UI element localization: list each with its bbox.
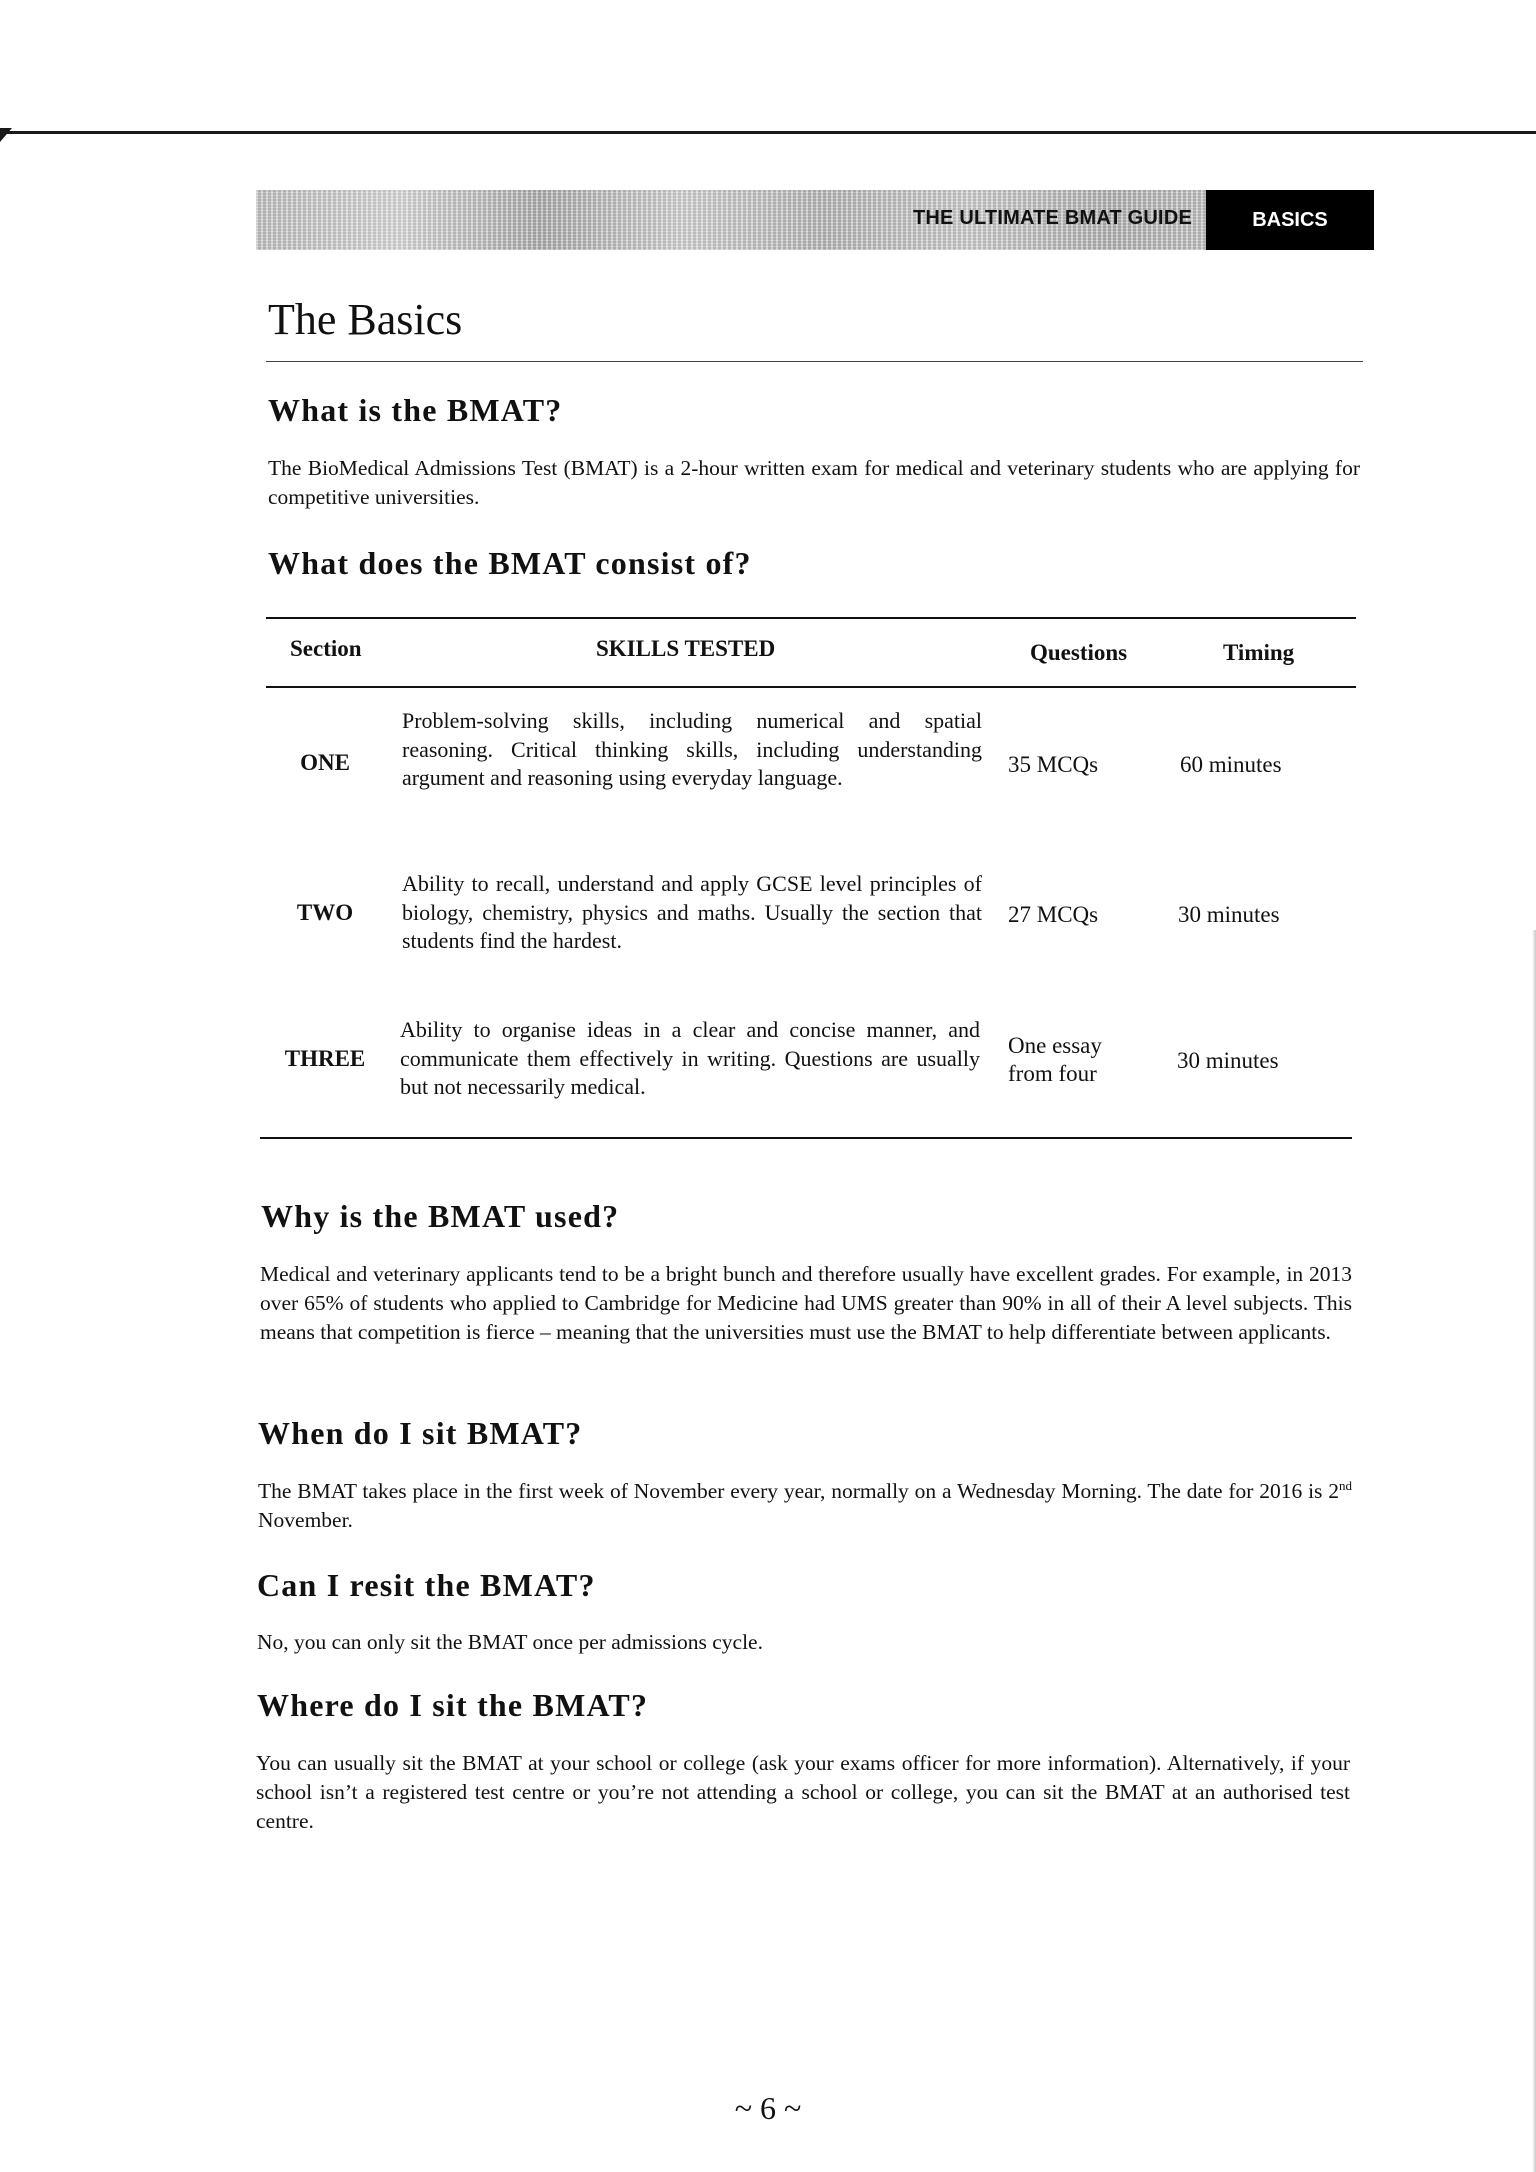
heading-where-sit-bmat: Where do I sit the BMAT?: [257, 1687, 649, 1723]
scan-page-edge: [1532, 930, 1536, 2172]
row-questions: 27 MCQs: [1008, 902, 1099, 927]
row-skills: Ability to recall, understand and apply GCSE level principles of biology, chemistry, physics and maths. Usually the section that students find the hardest.: [402, 871, 982, 953]
paragraph-resit-bmat: No, you can only sit the BMAT once per admissions cycle.: [257, 1630, 763, 1654]
header-skills-tested: SKILLS TESTED: [596, 636, 776, 661]
heading-resit-bmat: Can I resit the BMAT?: [257, 1567, 596, 1603]
row-timing: 60 minutes: [1180, 752, 1282, 777]
when-date-suffix: nd: [1339, 1477, 1352, 1493]
when-text-end: November.: [258, 1508, 353, 1532]
header-timing: Timing: [1223, 640, 1295, 665]
header-questions: Questions: [1030, 640, 1128, 665]
row-timing: 30 minutes: [1178, 902, 1280, 927]
heading-why-bmat-used: Why is the BMAT used?: [261, 1198, 620, 1234]
bmat-sections-table: [266, 617, 1356, 1140]
heading-bmat-consist: What does the BMAT consist of?: [268, 545, 752, 581]
paragraph-when-sit-bmat: [258, 1477, 1352, 1535]
heading-what-is-bmat: What is the BMAT?: [268, 392, 563, 428]
title-divider: [266, 361, 1363, 362]
header-section: Section: [290, 636, 362, 661]
page-number: ~ 6 ~: [734, 2090, 802, 2126]
table-top-rule: [266, 617, 1356, 619]
row-questions: 35 MCQs: [1008, 752, 1099, 777]
running-header-banner: [256, 190, 1374, 250]
paragraph-where-sit-bmat: You can usually sit the BMAT at your school or college (ask your exams officer for more information). Alternatively, if your school isn’t a registered test centre or you’re not attending a school or college, you can sit the BMAT at an authorised test centre.: [256, 1751, 1350, 1833]
scan-corner-mark: [0, 128, 12, 142]
table-bottom-rule: [260, 1137, 1352, 1139]
section-tab: BASICS: [1206, 190, 1374, 250]
row-section-label: ONE: [300, 750, 350, 775]
banner-texture: [256, 190, 1206, 250]
heading-when-sit-bmat: When do I sit BMAT?: [258, 1415, 583, 1451]
row-section-label: TWO: [296, 900, 354, 925]
row-questions: One essay from four: [1008, 1033, 1102, 1086]
row-skills: Problem-solving skills, including numerical and spatial reasoning. Critical thinking skills, including understanding argument and reasoning using everyday language.: [402, 708, 982, 790]
row-section-label: THREE: [284, 1046, 366, 1071]
table-header-rule: [266, 686, 1356, 688]
guide-title: THE ULTIMATE BMAT GUIDE: [912, 207, 1192, 229]
paragraph-why-bmat-used: Medical and veterinary applicants tend to be a bright bunch and therefore usually have excellent grades. For example, in 2013 over 65% of students who applied to Cambridge for Medicine had UMS greater than 90% in all of their A level subjects. This means that competition is fierce – meaning that the universities must use the BMAT to help differentiate between applicants.: [260, 1262, 1352, 1344]
row-skills: Ability to organise ideas in a clear and concise manner, and communicate them effectively in writing. Questions are usually but not necessarily medical.: [400, 1017, 980, 1099]
scan-edge-rule: [0, 131, 1536, 134]
row-timing: 30 minutes: [1177, 1048, 1279, 1073]
paragraph-what-is-bmat: The BioMedical Admissions Test (BMAT) is a 2-hour written exam for medical and veterinary students who are applying for competitive universities.: [268, 456, 1360, 509]
when-text-main: The BMAT takes place in the first week of November every year, normally on a Wednesday Morning. The date for 2016 is 2: [258, 1479, 1339, 1503]
page-title: The Basics: [268, 295, 463, 344]
